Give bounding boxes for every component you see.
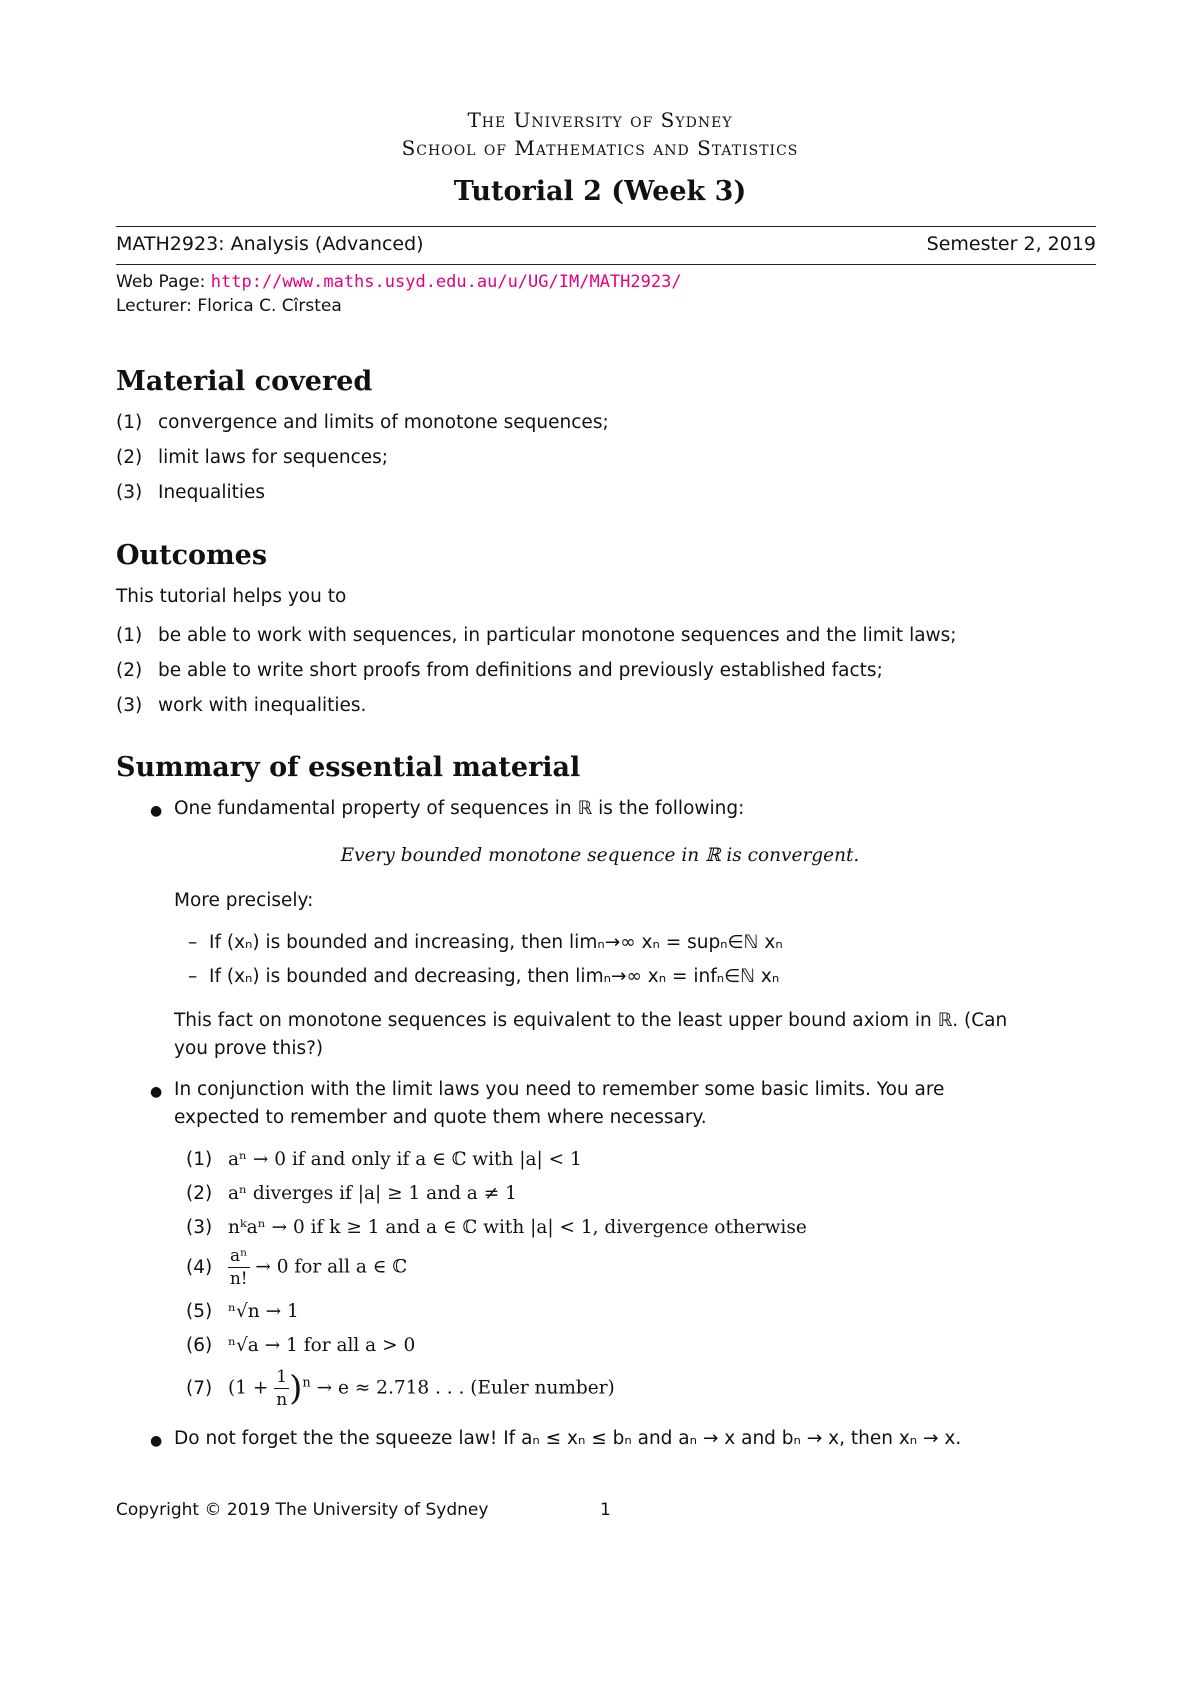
bullet-icon: ● (150, 1084, 163, 1100)
copyright: Copyright © 2019 The University of Sydney (116, 1500, 489, 1520)
bullet-icon: ● (150, 1433, 163, 1449)
more-precisely: More precisely: (174, 890, 314, 911)
list-item: (3) work with inequalities. (116, 695, 367, 716)
limit-item: (5) ⁿ√n → 1 (186, 1301, 299, 1322)
limit-item: (4) $\frac{\text{aⁿ}}{n!}$ → 0 for all a ∈ ℂ (186, 1246, 408, 1289)
list-item: (3) Inequalities (116, 482, 266, 503)
fraction: $\frac{1}{n}$ (276, 1367, 288, 1410)
dash-icon: – (188, 966, 210, 987)
limit-item: (6) ⁿ√a → 1 for all a > 0 (186, 1335, 416, 1356)
course-name: MATH2923: Analysis (Advanced) (116, 233, 424, 255)
page-title: Tutorial 2 (Week 3) (453, 176, 747, 207)
school-name: School of Mathematics and Statistics (401, 136, 799, 160)
summary-bullet-3: Do not forget the the squeeze law! If aₙ ≤ xₙ ≤ bₙ and aₙ → x and bₙ → x, then xₙ → x. (174, 1428, 962, 1449)
limit-item: (7) (1 + $\frac{1}{n}$ )$^n$ → e ≈ 2.718 . . . (Euler number) (186, 1367, 615, 1410)
limit-item: (2) aⁿ diverges if |a| ≥ 1 and a ≠ 1 (186, 1183, 517, 1204)
web-page-label: Web Page: (116, 272, 206, 292)
material-heading: Material covered (116, 366, 373, 397)
list-item: (1) be able to work with sequences, in particular monotone sequences and the limit laws; (116, 625, 957, 646)
dash-icon: – (188, 932, 210, 953)
web-page-line (116, 272, 682, 292)
list-item: (1) convergence and limits of monotone sequences; (116, 412, 609, 433)
course-line (116, 233, 1096, 255)
university-name: The University of Sydney (467, 108, 733, 132)
outcomes-intro: This tutorial helps you to (116, 586, 347, 607)
close-paren: ) (289, 1368, 303, 1409)
top-rule (116, 226, 1096, 227)
summary-heading: Summary of essential material (116, 752, 581, 783)
list-item: (2) be able to write short proofs from definitions and previously established facts; (116, 660, 883, 681)
summary-bullet-1: One fundamental property of sequences in ℝ is the following: (174, 798, 745, 819)
limit-item: (1) aⁿ → 0 if and only if a ∈ ℂ with |a| < 1 (186, 1149, 582, 1170)
lecturer: Lecturer: Florica C. Cîrstea (116, 296, 342, 316)
page-number: 1 (600, 1500, 611, 1520)
dash-item: – If (xₙ) is bounded and decreasing, then limₙ→∞ xₙ = infₙ∈ℕ xₙ (188, 966, 780, 987)
web-page-link[interactable]: http://www.maths.usyd.edu.au/u/UG/IM/MATH2923/ (210, 272, 682, 292)
list-item: (2) limit laws for sequences; (116, 447, 389, 468)
outcomes-heading: Outcomes (116, 540, 268, 571)
summary-bullet-2-line-2: expected to remember and quote them where necessary. (174, 1107, 707, 1128)
dash-item: – If (xₙ) is bounded and increasing, then limₙ→∞ xₙ = supₙ∈ℕ xₙ (188, 932, 783, 953)
fact-line-1: This fact on monotone sequences is equivalent to the least upper bound axiom in ℝ. (Can (174, 1010, 1008, 1031)
bullet-icon: ● (150, 803, 163, 819)
monotone-statement: Every bounded monotone sequence in ℝ is convergent. (340, 845, 860, 866)
limit-item: (3) nᵏaⁿ → 0 if k ≥ 1 and a ∈ ℂ with |a| < 1, divergence otherwise (186, 1217, 807, 1238)
bottom-rule (116, 264, 1096, 265)
semester: Semester 2, 2019 (926, 233, 1096, 255)
summary-bullet-2-line-1: In conjunction with the limit laws you need to remember some basic limits. You are (174, 1079, 945, 1100)
fact-line-2: you prove this?) (174, 1038, 324, 1059)
fraction: $\frac{\text{aⁿ}}{n!}$ (229, 1246, 248, 1289)
